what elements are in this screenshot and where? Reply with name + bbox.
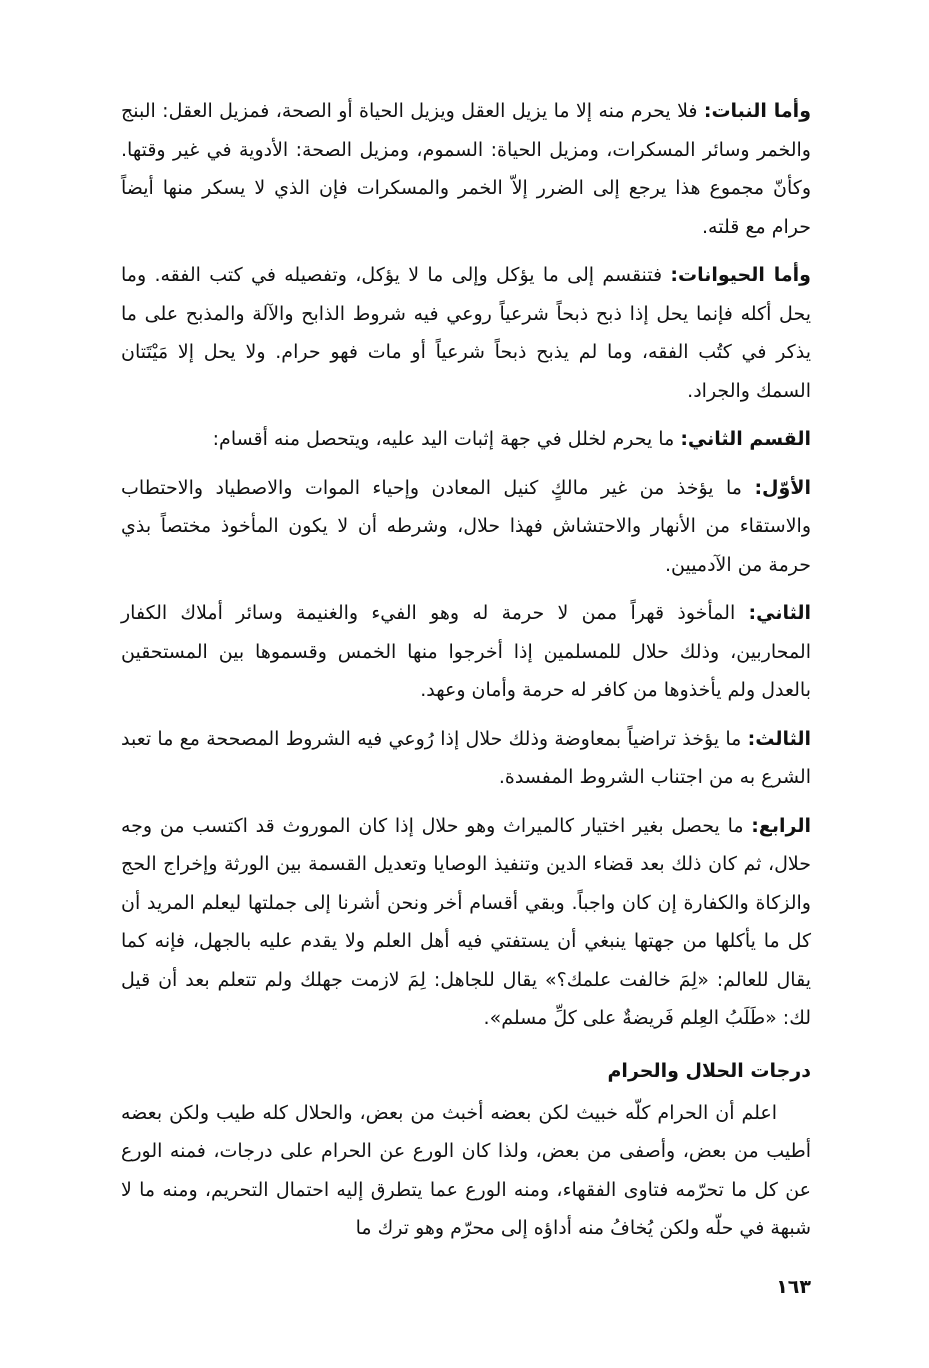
paragraph-animals: [121, 256, 811, 410]
paragraph-third: [121, 720, 811, 797]
paragraph-text: ما يحصل بغير اختيار كالميراث وهو حلال إذا كان الموروث قد اكتسب من وجه حلال، ثم كان ذلك بعد قضاء الدين وتنفيذ الوصايا وتعديل القسمة بين الورثة وإخراج الحج والزكاة والكفارة إن كان واجباً. وبقي أقسام أخر ونحن أشرنا إلى جملتها ليعلم المريد أن كل ما يأكلها من جهتها ينبغي أن يستفتي فيه أهل العلم ولا يقدم عليه بالجهل، فإنه كما يقال للعالم: «لِمَ خالفت علمك؟» يقال للجاهل: لِمَ لازمت جهلك ولم تتعلم بعد أن قيل لك: «طَلَبُ العِلم فَريضةٌ على كلِّ مسلم».: [121, 814, 811, 1029]
paragraph-text: فلا يحرم منه إلا ما يزيل العقل ويزيل الحياة أو الصحة، فمزيل العقل: البنج والخمر وسائر المسكرات، ومزيل الحياة: السموم، ومزيل الصحة: الأدوية في غير وقتها. وكأنّ مجموع هذا يرجع إلى الضرر إلاّ الخمر والمسكرات فإن الذي لا يسكر منها أيضاً حرام مع قلته.: [121, 100, 811, 238]
paragraph-plants: [121, 92, 811, 246]
paragraph-second: [121, 594, 811, 710]
paragraph-text: المأخوذ قهراً ممن لا حرمة له وهو الفيء والغنيمة وسائر أملاك الكفار المحاربين، وذلك حلال للمسلمين إذا أخرجوا منها الخمس وقسموها بين المستحقين بالعدل ولم يأخذوها من كافر له حرمة وأمان وعهد.: [121, 602, 811, 701]
paragraph-section-two: [121, 420, 811, 459]
paragraph-lead: وأما الحيوانات:: [670, 264, 811, 286]
paragraph-lead: الثالث:: [747, 727, 811, 750]
paragraph-fourth: [121, 807, 811, 1038]
paragraph-lead: الأوّل:: [754, 476, 811, 499]
paragraph-text: فتنقسم إلى ما يؤكل وإلى ما لا يؤكل، وتفصيله في كتب الفقه. وما يحل أكله فإنما يحل إذا ذبح ذبحاً شرعياً روعي فيه شروط الذابح والآلة والمذبح على ما يذكر في كتُب الفقه، وما لم يذبح ذبحاً شرعياً أو مات فهو حرام. ولا يحل إلا مَيْتَتان السمك والجراد.: [121, 264, 811, 402]
paragraph-lead: القسم الثاني:: [680, 428, 811, 450]
paragraph-text: ما يؤخذ من غير مالكٍ كنيل المعادن وإحياء الموات والاصطياد والاحتطاب والاستقاء من الأنهار والاحتشاش فهذا حلال، وشرطه أن لا يكون المأخوذ مختصاً بذي حرمة من الآدميين.: [121, 476, 811, 576]
paragraph-text: ما يؤخذ تراضياً بمعاوضة وذلك حلال إذا رُوعي فيه الشروط المصححة مع ما تعبد الشرع به من اجتناب الشروط المفسدة.: [121, 727, 811, 788]
paragraph-lead: الرابع:: [751, 814, 811, 837]
paragraph-first: [121, 469, 811, 585]
page-number: ١٦٣: [776, 1276, 811, 1298]
paragraph-closing: اعلم أن الحرام كلّه خبيث لكن بعضه أخبث من بعض، والحلال كله طيب ولكن بعضه أطيب من بعض، وأصفى من بعض، ولذا كان الورع عن الحرام على درجات، فمنه الورع عن كل ما تحرّمه فتاوى الفقهاء، ومنه الورع عما يتطرق إليه احتمال التحريم، ومنه ما لا شبهة في حلّه ولكن يُخافُ منه أداؤه إلى محرّم وهو ترك ما: [121, 1101, 811, 1239]
book-page: [121, 92, 811, 1258]
paragraph-lead: الثاني:: [748, 602, 811, 624]
paragraph-lead: وأما النبات:: [703, 100, 812, 122]
section-heading: درجات الحلال والحرام: [607, 1059, 811, 1082]
paragraph-text: ما يحرم لخلل في جهة إثبات اليد عليه، ويتحصل منه أقسام:: [212, 428, 681, 450]
